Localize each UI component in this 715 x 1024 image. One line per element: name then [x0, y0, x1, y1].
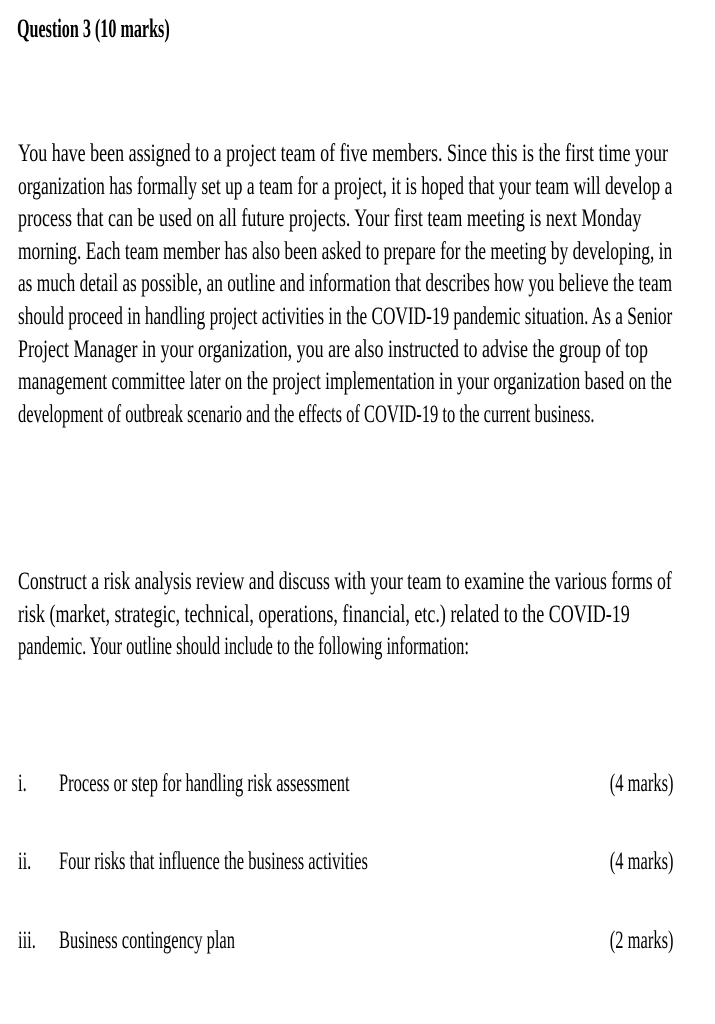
task-line: pandemic. Your outline should include to the following information:	[18, 633, 469, 661]
scenario-line: as much detail as possible, an outline and information that describes how you believe the team	[18, 270, 673, 298]
scenario-line: You have been assigned to a project team of five members. Since this is the first time your	[18, 140, 669, 167]
item-text: Four risks that influence the business activities	[59, 848, 368, 875]
item-marks: (4 marks)	[609, 848, 673, 875]
item-text: Business contingency plan	[59, 927, 235, 954]
task-paragraph	[18, 566, 672, 664]
list-item	[18, 927, 673, 959]
list-item	[18, 770, 673, 802]
task-line: risk (market, strategic, technical, operations, financial, etc.) related to the COVID-19	[18, 600, 630, 628]
item-text: Process or step for handling risk assessment	[59, 770, 350, 797]
scenario-line: management committee later on the project implementation in your organization based on the	[18, 368, 672, 396]
scenario-line: organization has formally set up a team for a project, it is hoped that your team will develop a	[18, 172, 673, 200]
scenario-line: morning. Each team member has also been asked to prepare for the meeting by developing, in	[18, 237, 673, 265]
scenario-line: should proceed in handling project activities in the COVID-19 pandemic situation. As a Senior	[18, 302, 673, 330]
item-number: i.	[18, 770, 27, 797]
item-number: ii.	[18, 848, 32, 875]
item-number: iii.	[18, 927, 36, 954]
task-line: Construct a risk analysis review and discuss with your team to examine the various forms of	[18, 568, 672, 595]
item-marks: (2 marks)	[609, 927, 673, 954]
scenario-line: process that can be used on all future projects. Your first team meeting is next Monday	[18, 205, 642, 233]
scenario-paragraph	[18, 138, 672, 431]
scenario-line: development of outbreak scenario and the effects of COVID-19 to the current business.	[18, 400, 595, 428]
question-title: Question 3 (10 marks)	[17, 14, 170, 43]
scenario-line: Project Manager in your organization, you are also instructed to advise the group of top	[18, 335, 648, 363]
list-item	[18, 848, 673, 880]
item-marks: (4 marks)	[609, 770, 673, 797]
